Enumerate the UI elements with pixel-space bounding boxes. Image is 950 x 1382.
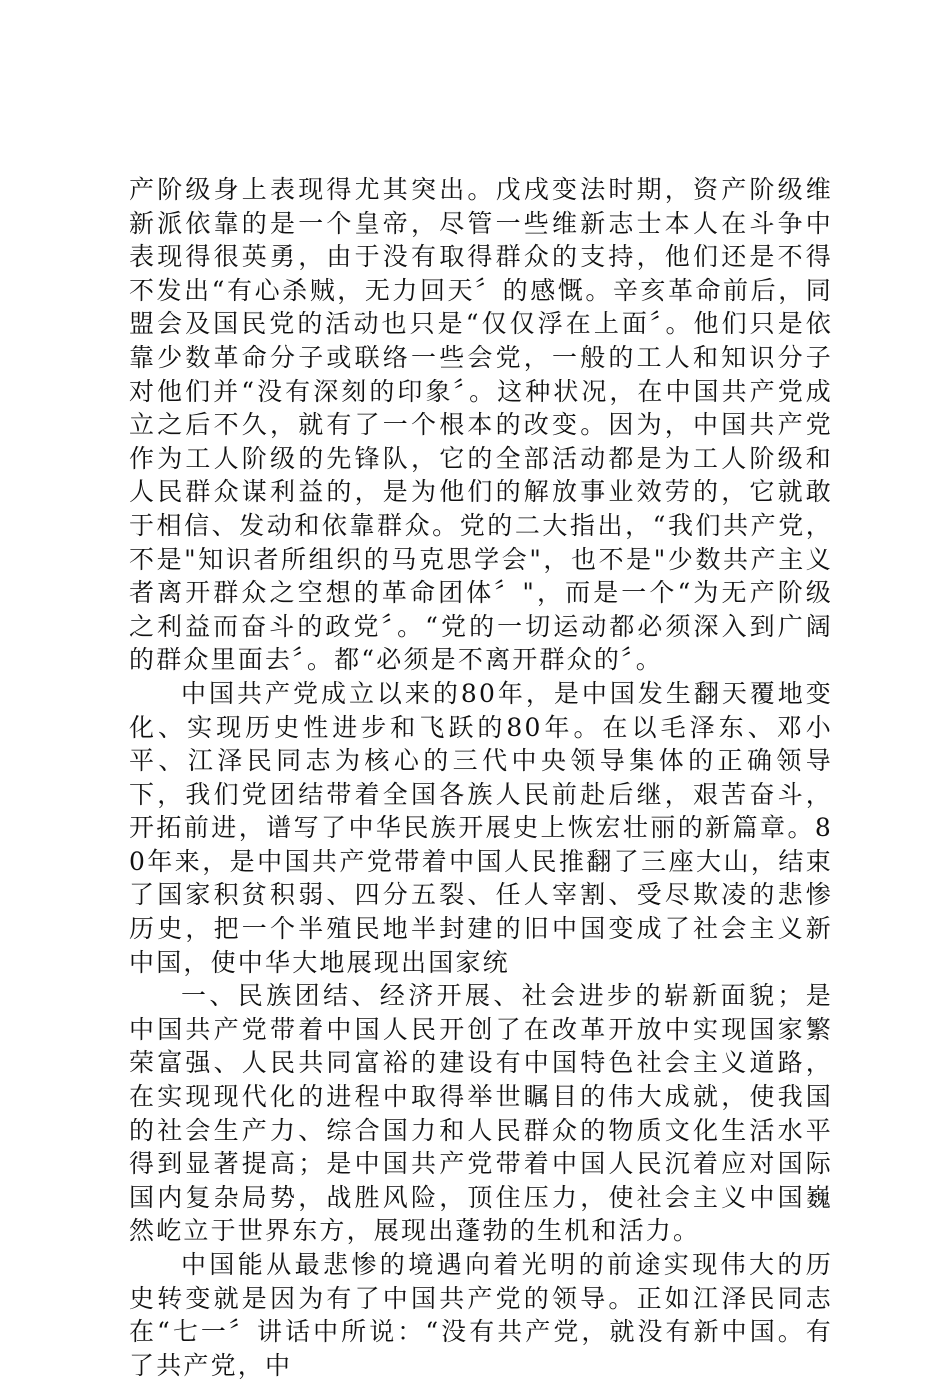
paragraph-2: 中国共产党成立以来的80年，是中国发生翻天覆地变化、实现历史性进步和飞跃的80年。在以毛泽东、邓小平、江泽民同志为核心的三代中央领导集体的正确领导下，我们党团结带着全国各族人民前赴后继，艰苦奋斗，开拓前进，谱写了中华民族开展史上恢宏壮丽的新篇章。80年来，是中国共产党带着中国人民推翻了三座大山，结束了国家积贫积弱、四分五裂、任人宰割、受尽欺凌的悲惨历史，把一个半殖民地半封建的旧中国变成了社会主义新中国，使中华大地展现出国家统	[129, 678, 833, 977]
paragraph-4: 中国能从最悲惨的境遇向着光明的前途实现伟大的历史转变就是因为有了中国共产党的领导。正如江泽民同志在“七一〞讲话中所说：“没有共产党，就没有新中国。有了共产党，中	[129, 1250, 833, 1380]
document-body	[129, 173, 833, 1382]
paragraph-1: 产阶级身上表现得尤其突出。戊戌变法时期，资产阶级维新派依靠的是一个皇帝，尽管一些维新志士本人在斗争中表现得很英勇，由于没有取得群众的支持，他们还是不得不发出“有心杀贼，无力回天〞的感慨。辛亥革命前后，同盟会及国民党的活动也只是“仅仅浮在上面〞。他们只是依靠少数革命分子或联络一些会党，一般的工人和知识分子对他们并“没有深刻的印象〞。这种状况，在中国共产党成立之后不久，就有了一个根本的改变。因为，中国共产党作为工人阶级的先锋队，它的全部活动都是为工人阶级和人民群众谋利益的，是为他们的解放事业效劳的，它就敢于相信、发动和依靠群众。党的二大指出，“我们共产党，不是"知识者所组织的马克思学会"，也不是"少数共产主义者离开群众之空想的革命团体〞"，而是一个“为无产阶级之利益而奋斗的政党〞。“党的一切运动都必须深入到广阔的群众里面去〞。都“必须是不离开群众的〞。	[129, 175, 833, 675]
paragraph-3: 一、民族团结、经济开展、社会进步的崭新面貌；是中国共产党带着中国人民开创了在改革开放中实现国家繁荣富强、人民共同富裕的建设有中国特色社会主义道路，在实现现代化的进程中取得举世瞩目的伟大成就，使我国的社会生产力、综合国力和人民群众的物质文化生活水平得到显著提高；是中国共产党带着中国人民沉着应对国际国内复杂局势，战胜风险，顶住压力，使社会主义中国巍然屹立于世界东方，展现出蓬勃的生机和活力。	[129, 981, 833, 1246]
